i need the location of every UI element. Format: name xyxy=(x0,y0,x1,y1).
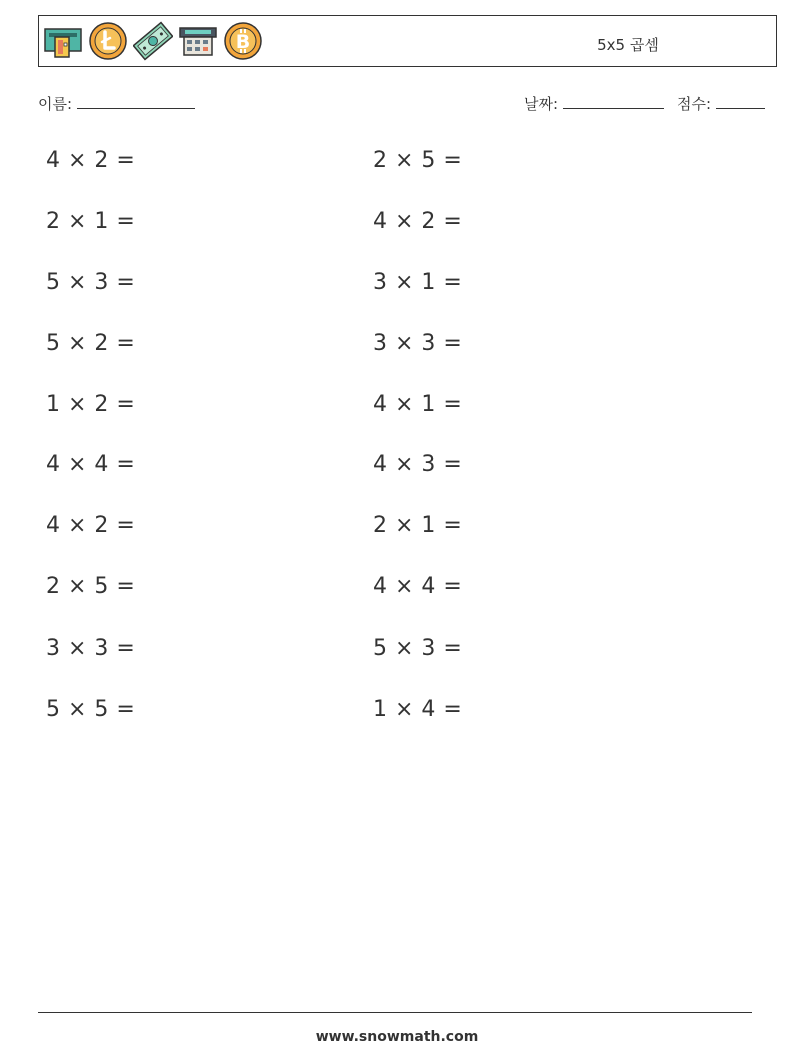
problem-right-3: 3 × 1 = xyxy=(373,270,463,295)
name-field[interactable] xyxy=(38,93,195,114)
name-label: 이름: xyxy=(38,95,73,113)
problem-right-10: 1 × 4 = xyxy=(373,697,463,722)
problem-left-4: 5 × 2 = xyxy=(46,331,136,356)
footer-url: www.snowmath.com xyxy=(315,1029,479,1045)
problem-right-9: 5 × 3 = xyxy=(373,636,463,661)
problem-right-6: 4 × 3 = xyxy=(373,452,463,477)
problem-left-9: 3 × 3 = xyxy=(46,636,136,661)
svg-text:B: B xyxy=(235,31,251,53)
problem-left-5: 1 × 2 = xyxy=(46,392,136,417)
score-field[interactable] xyxy=(677,93,765,114)
litecoin-icon xyxy=(88,21,128,61)
problem-left-8: 2 × 5 = xyxy=(46,574,136,599)
banknote-icon xyxy=(133,21,173,61)
problem-left-10: 5 × 5 = xyxy=(46,697,136,722)
bitcoin-icon xyxy=(223,21,263,61)
cash-register-icon xyxy=(178,21,218,61)
date-field[interactable] xyxy=(524,93,664,114)
problem-right-7: 2 × 1 = xyxy=(373,513,463,538)
header-box xyxy=(38,15,777,67)
problem-right-8: 4 × 4 = xyxy=(373,574,463,599)
problem-left-1: 4 × 2 = xyxy=(46,148,136,173)
problem-right-4: 3 × 3 = xyxy=(373,331,463,356)
footer-divider xyxy=(38,1012,752,1013)
problem-right-5: 4 × 1 = xyxy=(373,392,463,417)
date-blank[interactable] xyxy=(563,94,664,109)
problem-left-2: 2 × 1 = xyxy=(46,209,136,234)
problem-left-6: 4 × 4 = xyxy=(46,452,136,477)
date-label: 날짜: xyxy=(524,95,559,113)
problem-right-1: 2 × 5 = xyxy=(373,148,463,173)
atm-card-icon xyxy=(43,21,83,61)
problem-right-2: 4 × 2 = xyxy=(373,209,463,234)
problem-left-3: 5 × 3 = xyxy=(46,270,136,295)
name-blank[interactable] xyxy=(77,94,195,109)
score-label: 점수: xyxy=(677,95,712,113)
worksheet-title: 5x5 곱셈 xyxy=(597,36,659,54)
problem-left-7: 4 × 2 = xyxy=(46,513,136,538)
score-blank[interactable] xyxy=(716,94,765,109)
